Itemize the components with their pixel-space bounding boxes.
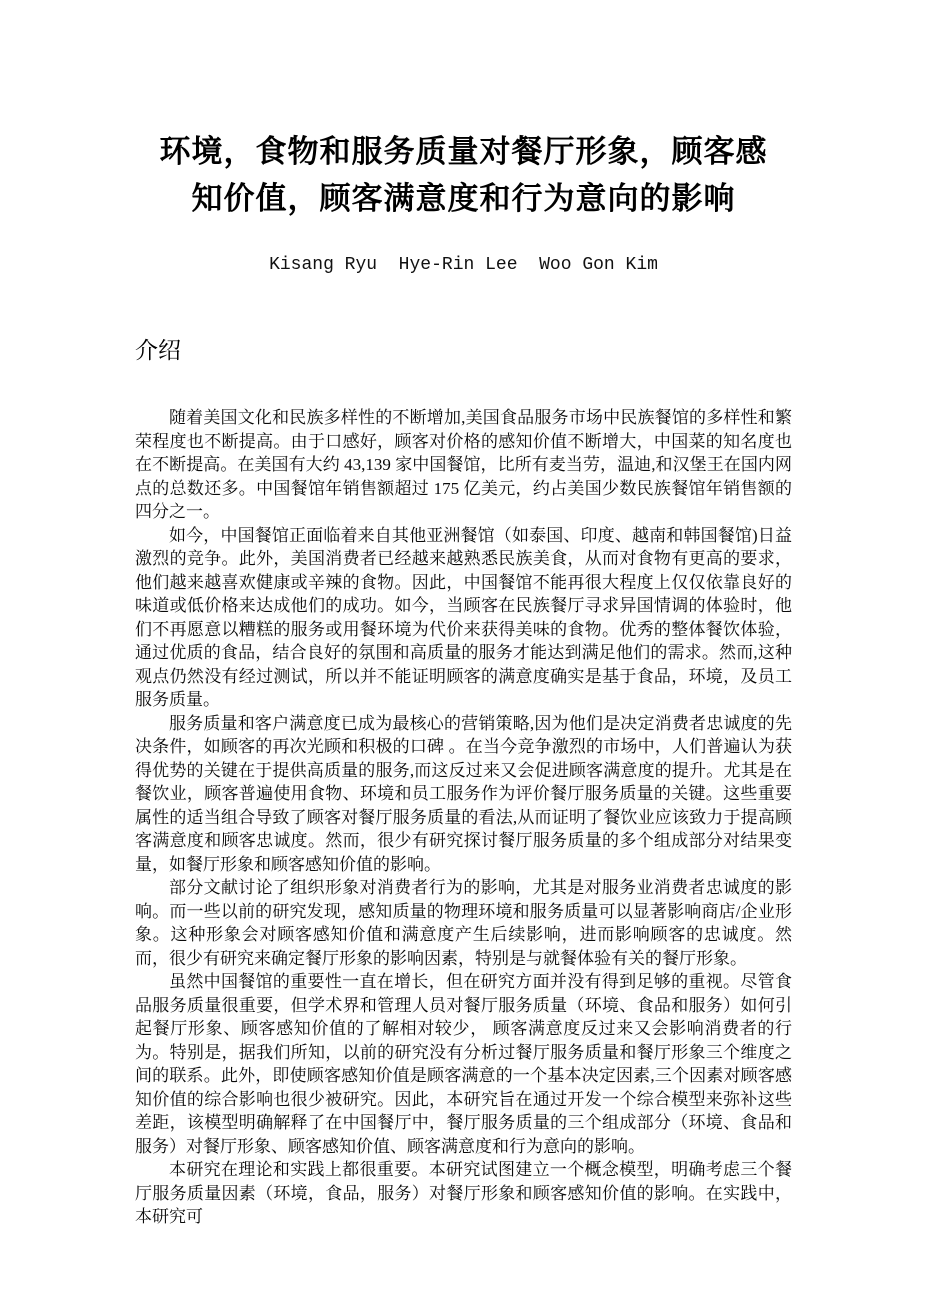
paragraph-4: 部分文献讨论了组织形象对消费者行为的影响，尤其是对服务业消费者忠诚度的影响。而一些以前的研究发现，感知质量的物理环境和服务质量可以显著影响商店/企业形象。这种形象会对顾客感知价值和满意度产生后续影响，进而影响顾客的忠诚度。然而，很少有研究来确定餐厅形象的影响因素，特别是与就餐体验有关的餐厅形象。 (135, 878, 792, 968)
paragraph-1: 随着美国文化和民族多样性的不断增加,美国食品服务市场中民族餐馆的多样性和繁荣程度也不断提高。由于口感好，顾客对价格的感知价值不断增大，中国菜的知名度也在不断提高。在美国有大约 43,139 家中国餐馆，比所有麦当劳，温迪,和汉堡王在国内网点的总数还多。中国餐馆年销售额超过 175 亿美元，约占美国少数民族餐馆年销售额的四分之一。 (135, 408, 792, 521)
title-line-1: 环境，食物和服务质量对餐厅形象，顾客感 (159, 134, 768, 169)
introduction-body (135, 406, 792, 1229)
paragraph-3: 服务质量和客户满意度已成为最核心的营销策略,因为他们是决定消费者忠诚度的先决条件，如顾客的再次光顾和积极的口碑 。在当今竞争激烈的市场中，人们普遍认为获得优势的关键在于提供高质量的服务,而这反过来又会促进顾客满意度的提升。尤其是在餐饮业，顾客普遍使用食物、环境和员工服务作为评价餐厅服务质量的关键。这些重要属性的适当组合导致了顾客对餐厅服务质量的看法,从而证明了餐饮业应该致力于提高顾客满意度和顾客忠诚度。然而，很少有研究探讨餐厅服务质量的多个组成部分对结果变量，如餐厅形象和顾客感知价值的影响。 (135, 713, 792, 874)
paragraph-2: 如今，中国餐馆正面临着来自其他亚洲餐馆（如泰国、印度、越南和韩国餐馆)日益激烈的竞争。此外，美国消费者已经越来越熟悉民族美食，从而对食物有更高的要求，他们越来越喜欢健康或辛辣的食物。因此，中国餐馆不能再很大程度上仅仅依靠良好的味道或低价格来达成他们的成功。如今，当顾客在民族餐厅寻求异国情调的体验时，他们不再愿意以糟糕的服务或用餐环境为代价来获得美味的食物。优秀的整体餐饮体验，通过优质的食品，结合良好的氛围和高质量的服务才能达到满足他们的需求。然而,这种观点仍然没有经过测试，所以并不能证明顾客的满意度确实是基于食品，环境，及员工服务质量。 (135, 525, 792, 709)
paragraph-6: 本研究在理论和实践上都很重要。本研究试图建立一个概念模型，明确考虑三个餐厅服务质量因素（环境，食品，服务）对餐厅形象和顾客感知价值的影响。在实践中，本研究可 (135, 1160, 792, 1226)
section-heading-introduction: 介绍 (135, 338, 181, 363)
paragraph-5: 虽然中国餐馆的重要性一直在增长，但在研究方面并没有得到足够的重视。尽管食品服务质量很重要，但学术界和管理人员对餐厅服务质量（环境、食品和服务）如何引起餐厅形象、顾客感知价值的了解相对较少， 顾客满意度反过来又会影响消费者的行为。特别是，据我们所知，以前的研究没有分析过餐厅服务质量和餐厅形象三个维度之间的联系。此外，即使顾客感知价值是顾客满意的一个基本决定因素,三个因素对顾客感知价值的综合影响也很少被研究。因此，本研究旨在通过开发一个综合模型来弥补这些差距，该模型明确解释了在中国餐厅中，餐厅服务质量的三个组成部分（环境、食品和服务）对餐厅形象、顾客感知价值、顾客满意度和行为意向的影响。 (135, 972, 792, 1156)
paper-title (135, 128, 792, 222)
authors-line: Kisang Ryu Hye-Rin Lee Woo Gon Kim (269, 255, 658, 275)
title-line-2: 知价值，顾客满意度和行为意向的影响 (191, 181, 736, 216)
